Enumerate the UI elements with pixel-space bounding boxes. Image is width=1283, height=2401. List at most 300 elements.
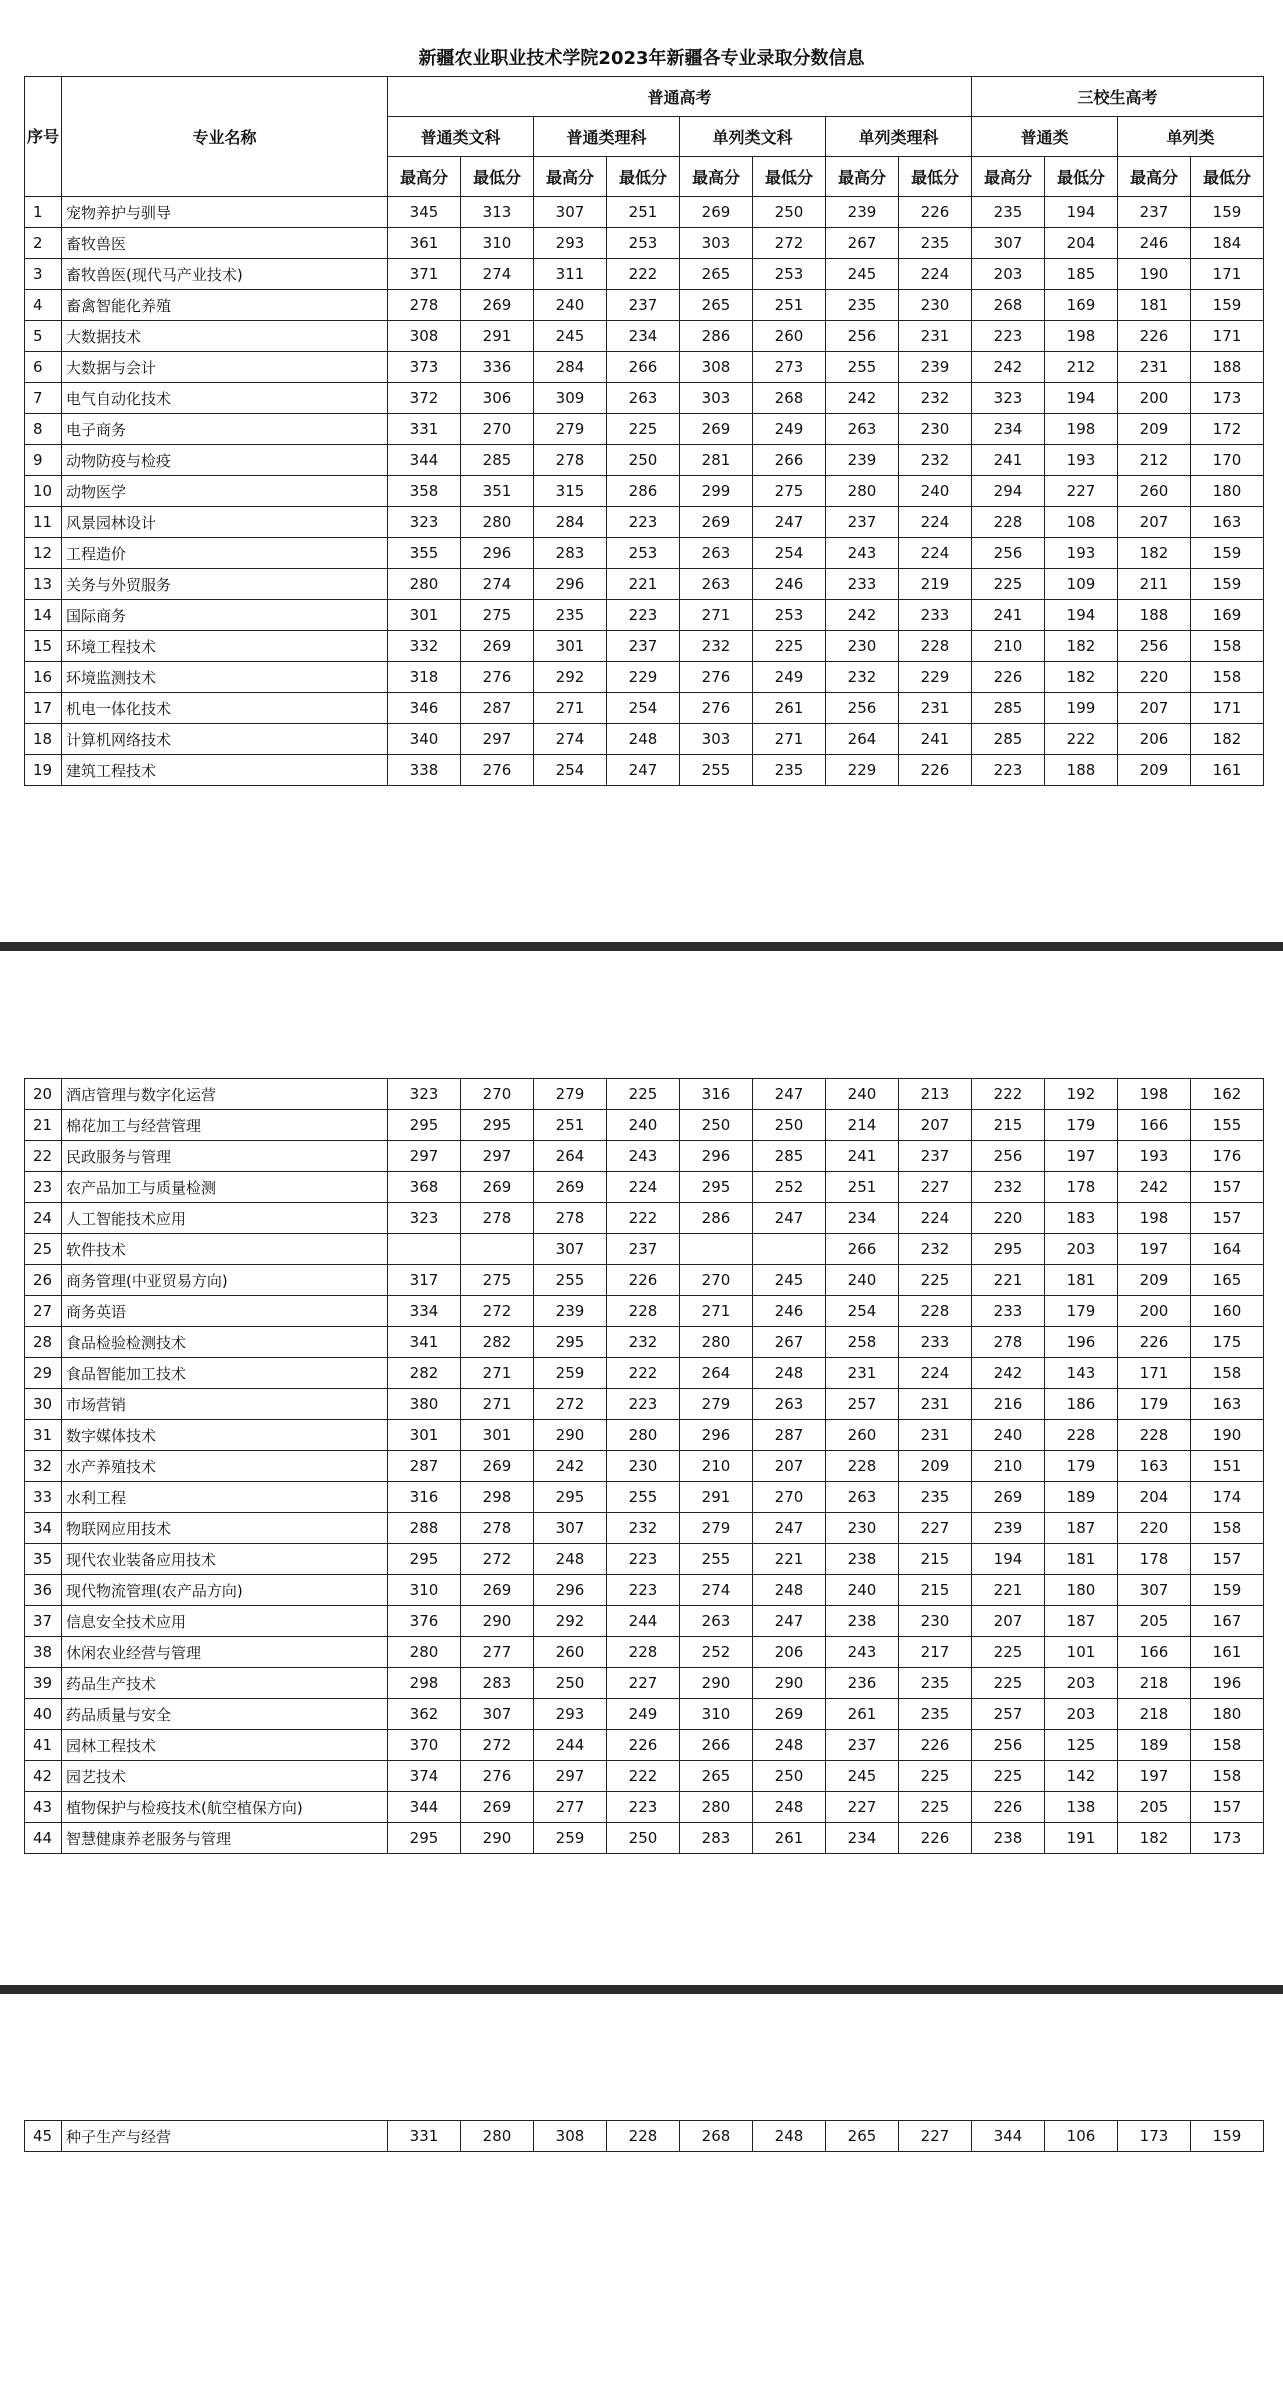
row-score: 188 xyxy=(1045,755,1118,786)
row-score: 179 xyxy=(1045,1451,1118,1482)
row-score: 270 xyxy=(680,1265,753,1296)
row-score: 270 xyxy=(461,414,534,445)
row-major: 工程造价 xyxy=(62,538,388,569)
row-score: 231 xyxy=(899,693,972,724)
row-score: 158 xyxy=(1191,1358,1264,1389)
row-score: 215 xyxy=(972,1110,1045,1141)
page-divider xyxy=(0,1985,1283,1994)
row-score: 280 xyxy=(607,1420,680,1451)
row-score: 284 xyxy=(534,352,607,383)
row-score: 264 xyxy=(680,1358,753,1389)
row-score: 263 xyxy=(826,414,899,445)
row-score: 222 xyxy=(607,1761,680,1792)
row-seq: 28 xyxy=(25,1327,62,1358)
row-score: 380 xyxy=(388,1389,461,1420)
row-score: 207 xyxy=(899,1110,972,1141)
row-score: 258 xyxy=(826,1327,899,1358)
row-score: 272 xyxy=(461,1730,534,1761)
row-score: 238 xyxy=(826,1606,899,1637)
row-score: 254 xyxy=(753,538,826,569)
row-score: 157 xyxy=(1191,1172,1264,1203)
row-score: 271 xyxy=(680,600,753,631)
row-score: 235 xyxy=(899,228,972,259)
row-score: 283 xyxy=(461,1668,534,1699)
header-seq: 序号 xyxy=(25,77,62,197)
row-score: 290 xyxy=(461,1606,534,1637)
row-score: 172 xyxy=(1191,414,1264,445)
row-score: 269 xyxy=(461,1172,534,1203)
row-score: 171 xyxy=(1191,321,1264,352)
row-score: 173 xyxy=(1191,383,1264,414)
row-score: 192 xyxy=(1045,1079,1118,1110)
table-row xyxy=(25,414,1264,445)
row-score: 303 xyxy=(680,724,753,755)
row-score: 362 xyxy=(388,1699,461,1730)
row-score: 270 xyxy=(753,1482,826,1513)
header-max: 最高分 xyxy=(534,157,607,197)
row-score: 276 xyxy=(461,1761,534,1792)
row-score: 280 xyxy=(680,1792,753,1823)
row-score: 225 xyxy=(972,1668,1045,1699)
row-score: 187 xyxy=(1045,1513,1118,1544)
row-score: 297 xyxy=(388,1141,461,1172)
row-score: 230 xyxy=(826,631,899,662)
row-score: 193 xyxy=(1045,538,1118,569)
row-score: 243 xyxy=(826,1637,899,1668)
row-score: 241 xyxy=(826,1141,899,1172)
row-score: 278 xyxy=(972,1327,1045,1358)
row-score: 240 xyxy=(826,1575,899,1606)
row-score: 257 xyxy=(826,1389,899,1420)
row-score: 240 xyxy=(607,1110,680,1141)
row-score: 242 xyxy=(972,1358,1045,1389)
row-score: 238 xyxy=(826,1544,899,1575)
table-row xyxy=(25,1358,1264,1389)
row-seq: 24 xyxy=(25,1203,62,1234)
row-score: 222 xyxy=(607,259,680,290)
row-score: 174 xyxy=(1191,1482,1264,1513)
row-score: 225 xyxy=(607,414,680,445)
row-score: 158 xyxy=(1191,1761,1264,1792)
row-score: 209 xyxy=(1118,755,1191,786)
row-score: 334 xyxy=(388,1296,461,1327)
row-score: 211 xyxy=(1118,569,1191,600)
row-score: 240 xyxy=(972,1420,1045,1451)
row-score: 301 xyxy=(461,1420,534,1451)
row-score: 259 xyxy=(534,1358,607,1389)
row-score: 164 xyxy=(1191,1234,1264,1265)
row-score: 260 xyxy=(534,1637,607,1668)
row-score: 182 xyxy=(1118,1823,1191,1854)
row-score: 283 xyxy=(534,538,607,569)
row-score: 239 xyxy=(534,1296,607,1327)
row-score: 269 xyxy=(534,1172,607,1203)
row-major: 园林工程技术 xyxy=(62,1730,388,1761)
table-row xyxy=(25,1296,1264,1327)
row-score: 193 xyxy=(1045,445,1118,476)
row-seq: 12 xyxy=(25,538,62,569)
row-score: 225 xyxy=(899,1792,972,1823)
row-score: 257 xyxy=(972,1699,1045,1730)
row-score: 228 xyxy=(972,507,1045,538)
row-seq: 41 xyxy=(25,1730,62,1761)
row-score: 157 xyxy=(1191,1792,1264,1823)
row-score: 307 xyxy=(972,228,1045,259)
row-score: 227 xyxy=(899,1172,972,1203)
row-seq: 26 xyxy=(25,1265,62,1296)
row-score: 341 xyxy=(388,1327,461,1358)
row-score: 372 xyxy=(388,383,461,414)
row-major: 园艺技术 xyxy=(62,1761,388,1792)
row-score: 298 xyxy=(461,1482,534,1513)
row-major: 动物医学 xyxy=(62,476,388,507)
table-row xyxy=(25,1761,1264,1792)
row-score: 184 xyxy=(1191,228,1264,259)
row-score: 230 xyxy=(899,1606,972,1637)
row-score: 290 xyxy=(680,1668,753,1699)
row-score: 279 xyxy=(534,414,607,445)
row-score: 179 xyxy=(1045,1296,1118,1327)
page-title: 新疆农业职业技术学院2023年新疆各专业录取分数信息 xyxy=(418,48,865,69)
row-score: 189 xyxy=(1045,1482,1118,1513)
row-score: 223 xyxy=(607,1792,680,1823)
row-score: 222 xyxy=(607,1203,680,1234)
table-row xyxy=(25,1575,1264,1606)
row-score: 268 xyxy=(680,2121,753,2152)
row-score: 101 xyxy=(1045,1637,1118,1668)
row-major: 食品智能加工技术 xyxy=(62,1358,388,1389)
row-score: 240 xyxy=(826,1265,899,1296)
row-score: 232 xyxy=(899,445,972,476)
row-score: 224 xyxy=(899,1203,972,1234)
row-score: 256 xyxy=(972,538,1045,569)
row-score: 291 xyxy=(461,321,534,352)
row-score: 236 xyxy=(826,1668,899,1699)
row-score: 249 xyxy=(753,662,826,693)
row-score: 225 xyxy=(972,1761,1045,1792)
row-major: 酒店管理与数字化运营 xyxy=(62,1079,388,1110)
row-major: 智慧健康养老服务与管理 xyxy=(62,1823,388,1854)
row-score: 226 xyxy=(972,1792,1045,1823)
row-seq: 33 xyxy=(25,1482,62,1513)
row-seq: 37 xyxy=(25,1606,62,1637)
row-score: 229 xyxy=(826,755,899,786)
row-score: 251 xyxy=(534,1110,607,1141)
row-seq: 30 xyxy=(25,1389,62,1420)
row-score: 200 xyxy=(1118,1296,1191,1327)
row-score: 159 xyxy=(1191,569,1264,600)
row-score: 169 xyxy=(1045,290,1118,321)
row-score: 203 xyxy=(1045,1668,1118,1699)
row-score: 370 xyxy=(388,1730,461,1761)
row-score: 246 xyxy=(753,1296,826,1327)
row-score: 247 xyxy=(607,755,680,786)
header-sub: 单列类文科 xyxy=(680,117,826,157)
row-score: 204 xyxy=(1118,1482,1191,1513)
row-major: 植物保护与检疫技术(航空植保方向) xyxy=(62,1792,388,1823)
row-score: 316 xyxy=(680,1079,753,1110)
table-row xyxy=(25,1606,1264,1637)
row-score: 265 xyxy=(680,259,753,290)
row-major: 畜禽智能化养殖 xyxy=(62,290,388,321)
row-major: 软件技术 xyxy=(62,1234,388,1265)
row-score: 229 xyxy=(899,662,972,693)
row-score: 159 xyxy=(1191,290,1264,321)
row-seq: 45 xyxy=(25,2121,62,2152)
row-score: 170 xyxy=(1191,445,1264,476)
row-seq: 18 xyxy=(25,724,62,755)
row-score: 301 xyxy=(388,1420,461,1451)
row-score: 226 xyxy=(899,197,972,228)
row-score: 280 xyxy=(461,2121,534,2152)
row-score: 166 xyxy=(1118,1110,1191,1141)
row-score: 229 xyxy=(607,662,680,693)
row-score: 239 xyxy=(826,197,899,228)
table-row xyxy=(25,1389,1264,1420)
row-score: 293 xyxy=(534,228,607,259)
row-score: 235 xyxy=(972,197,1045,228)
row-major: 动物防疫与检疫 xyxy=(62,445,388,476)
row-score: 223 xyxy=(972,321,1045,352)
row-score: 223 xyxy=(607,1389,680,1420)
table-row xyxy=(25,693,1264,724)
row-score: 219 xyxy=(899,569,972,600)
table-row xyxy=(25,1327,1264,1358)
row-score: 248 xyxy=(753,1575,826,1606)
row-score: 204 xyxy=(1045,228,1118,259)
row-score: 250 xyxy=(607,445,680,476)
row-score: 254 xyxy=(607,693,680,724)
row-score: 248 xyxy=(753,1792,826,1823)
row-score: 290 xyxy=(534,1420,607,1451)
row-score: 318 xyxy=(388,662,461,693)
row-major: 大数据与会计 xyxy=(62,352,388,383)
row-score: 295 xyxy=(534,1327,607,1358)
row-score: 294 xyxy=(972,476,1045,507)
row-score xyxy=(753,1234,826,1265)
row-score: 159 xyxy=(1191,2121,1264,2152)
row-score: 248 xyxy=(534,1544,607,1575)
row-score: 269 xyxy=(753,1699,826,1730)
row-seq: 31 xyxy=(25,1420,62,1451)
row-score: 228 xyxy=(899,1296,972,1327)
row-score: 307 xyxy=(534,1513,607,1544)
row-major: 环境工程技术 xyxy=(62,631,388,662)
row-score: 226 xyxy=(1118,321,1191,352)
row-score: 256 xyxy=(826,321,899,352)
row-score: 271 xyxy=(534,693,607,724)
row-score: 278 xyxy=(461,1513,534,1544)
row-score: 231 xyxy=(1118,352,1191,383)
row-score: 233 xyxy=(972,1296,1045,1327)
row-major: 人工智能技术应用 xyxy=(62,1203,388,1234)
row-score: 261 xyxy=(826,1699,899,1730)
row-score: 293 xyxy=(534,1699,607,1730)
row-score: 263 xyxy=(753,1389,826,1420)
row-score: 265 xyxy=(680,290,753,321)
row-score: 143 xyxy=(1045,1358,1118,1389)
row-score: 315 xyxy=(534,476,607,507)
row-score: 295 xyxy=(388,1110,461,1141)
row-score: 231 xyxy=(899,1389,972,1420)
row-score: 194 xyxy=(1045,197,1118,228)
row-score: 268 xyxy=(753,383,826,414)
row-score: 240 xyxy=(534,290,607,321)
row-score: 248 xyxy=(753,2121,826,2152)
row-score: 209 xyxy=(1118,1265,1191,1296)
row-score: 165 xyxy=(1191,1265,1264,1296)
row-score: 269 xyxy=(461,1451,534,1482)
table-row xyxy=(25,724,1264,755)
row-major: 水利工程 xyxy=(62,1482,388,1513)
row-score: 163 xyxy=(1118,1451,1191,1482)
row-score: 249 xyxy=(753,414,826,445)
row-score: 279 xyxy=(534,1079,607,1110)
row-score: 276 xyxy=(461,755,534,786)
row-seq: 10 xyxy=(25,476,62,507)
row-score: 209 xyxy=(899,1451,972,1482)
row-score: 280 xyxy=(388,1637,461,1668)
row-score: 194 xyxy=(1045,600,1118,631)
row-score: 227 xyxy=(826,1792,899,1823)
row-score: 252 xyxy=(680,1637,753,1668)
row-score: 228 xyxy=(607,1637,680,1668)
row-score: 185 xyxy=(1045,259,1118,290)
row-score: 155 xyxy=(1191,1110,1264,1141)
row-score: 244 xyxy=(607,1606,680,1637)
row-score: 232 xyxy=(899,383,972,414)
row-score: 159 xyxy=(1191,197,1264,228)
row-score: 358 xyxy=(388,476,461,507)
row-score: 272 xyxy=(461,1544,534,1575)
row-score: 274 xyxy=(461,259,534,290)
row-score: 247 xyxy=(753,1513,826,1544)
row-score: 228 xyxy=(607,1296,680,1327)
row-score: 265 xyxy=(680,1761,753,1792)
row-seq: 4 xyxy=(25,290,62,321)
row-score: 239 xyxy=(826,445,899,476)
header-sub: 单列类理科 xyxy=(826,117,972,157)
row-major: 药品质量与安全 xyxy=(62,1699,388,1730)
row-major: 商务英语 xyxy=(62,1296,388,1327)
row-score: 196 xyxy=(1045,1327,1118,1358)
row-score: 237 xyxy=(826,1730,899,1761)
row-score: 181 xyxy=(1118,290,1191,321)
header-major: 专业名称 xyxy=(62,77,388,197)
row-score: 207 xyxy=(1118,507,1191,538)
row-seq: 42 xyxy=(25,1761,62,1792)
row-score: 232 xyxy=(899,1234,972,1265)
row-score: 228 xyxy=(899,631,972,662)
row-score: 285 xyxy=(461,445,534,476)
row-score: 206 xyxy=(753,1637,826,1668)
row-score: 295 xyxy=(388,1544,461,1575)
row-score: 221 xyxy=(972,1265,1045,1296)
row-score: 292 xyxy=(534,1606,607,1637)
row-score: 241 xyxy=(972,600,1045,631)
row-score: 242 xyxy=(826,383,899,414)
row-score: 225 xyxy=(607,1079,680,1110)
row-score: 225 xyxy=(899,1761,972,1792)
row-score: 271 xyxy=(753,724,826,755)
row-score: 237 xyxy=(826,507,899,538)
row-major: 现代农业装备应用技术 xyxy=(62,1544,388,1575)
row-score: 182 xyxy=(1118,538,1191,569)
row-score: 245 xyxy=(826,259,899,290)
table-row xyxy=(25,2121,1264,2152)
row-score: 220 xyxy=(972,1203,1045,1234)
header-min: 最低分 xyxy=(899,157,972,197)
row-score: 180 xyxy=(1191,476,1264,507)
row-major: 信息安全技术应用 xyxy=(62,1606,388,1637)
row-score: 251 xyxy=(826,1172,899,1203)
row-score: 197 xyxy=(1118,1761,1191,1792)
row-score: 371 xyxy=(388,259,461,290)
row-score: 221 xyxy=(972,1575,1045,1606)
table-row xyxy=(25,1513,1264,1544)
row-score: 181 xyxy=(1045,1265,1118,1296)
table-row xyxy=(25,197,1264,228)
row-score: 273 xyxy=(753,352,826,383)
row-score: 215 xyxy=(899,1544,972,1575)
row-score: 194 xyxy=(972,1544,1045,1575)
row-score: 162 xyxy=(1191,1079,1264,1110)
row-score: 278 xyxy=(534,445,607,476)
header-min: 最低分 xyxy=(461,157,534,197)
row-score: 299 xyxy=(680,476,753,507)
row-score: 241 xyxy=(972,445,1045,476)
row-major: 休闲农业经营与管理 xyxy=(62,1637,388,1668)
table-row xyxy=(25,1823,1264,1854)
row-score: 266 xyxy=(680,1730,753,1761)
row-score: 345 xyxy=(388,197,461,228)
row-score: 266 xyxy=(753,445,826,476)
row-score: 243 xyxy=(607,1141,680,1172)
row-score: 255 xyxy=(534,1265,607,1296)
row-score: 373 xyxy=(388,352,461,383)
row-score: 230 xyxy=(899,414,972,445)
row-score: 157 xyxy=(1191,1203,1264,1234)
header-group-general: 普通高考 xyxy=(388,77,972,117)
row-major: 环境监测技术 xyxy=(62,662,388,693)
row-score: 161 xyxy=(1191,1637,1264,1668)
row-score: 239 xyxy=(972,1513,1045,1544)
row-score: 249 xyxy=(607,1699,680,1730)
row-score: 276 xyxy=(680,693,753,724)
row-score: 346 xyxy=(388,693,461,724)
row-score: 207 xyxy=(1118,693,1191,724)
row-score: 269 xyxy=(680,197,753,228)
row-score: 182 xyxy=(1191,724,1264,755)
row-score: 338 xyxy=(388,755,461,786)
row-seq: 23 xyxy=(25,1172,62,1203)
row-score: 275 xyxy=(461,1265,534,1296)
row-score: 151 xyxy=(1191,1451,1264,1482)
header-min: 最低分 xyxy=(753,157,826,197)
row-major: 机电一体化技术 xyxy=(62,693,388,724)
row-score: 271 xyxy=(461,1389,534,1420)
row-major: 民政服务与管理 xyxy=(62,1141,388,1172)
row-score: 241 xyxy=(899,724,972,755)
row-score: 368 xyxy=(388,1172,461,1203)
row-score: 220 xyxy=(1118,1513,1191,1544)
row-score: 247 xyxy=(753,1079,826,1110)
table-row xyxy=(25,1110,1264,1141)
row-seq: 13 xyxy=(25,569,62,600)
header-sub: 普通类 xyxy=(972,117,1118,157)
row-score: 248 xyxy=(607,724,680,755)
row-score: 269 xyxy=(461,290,534,321)
